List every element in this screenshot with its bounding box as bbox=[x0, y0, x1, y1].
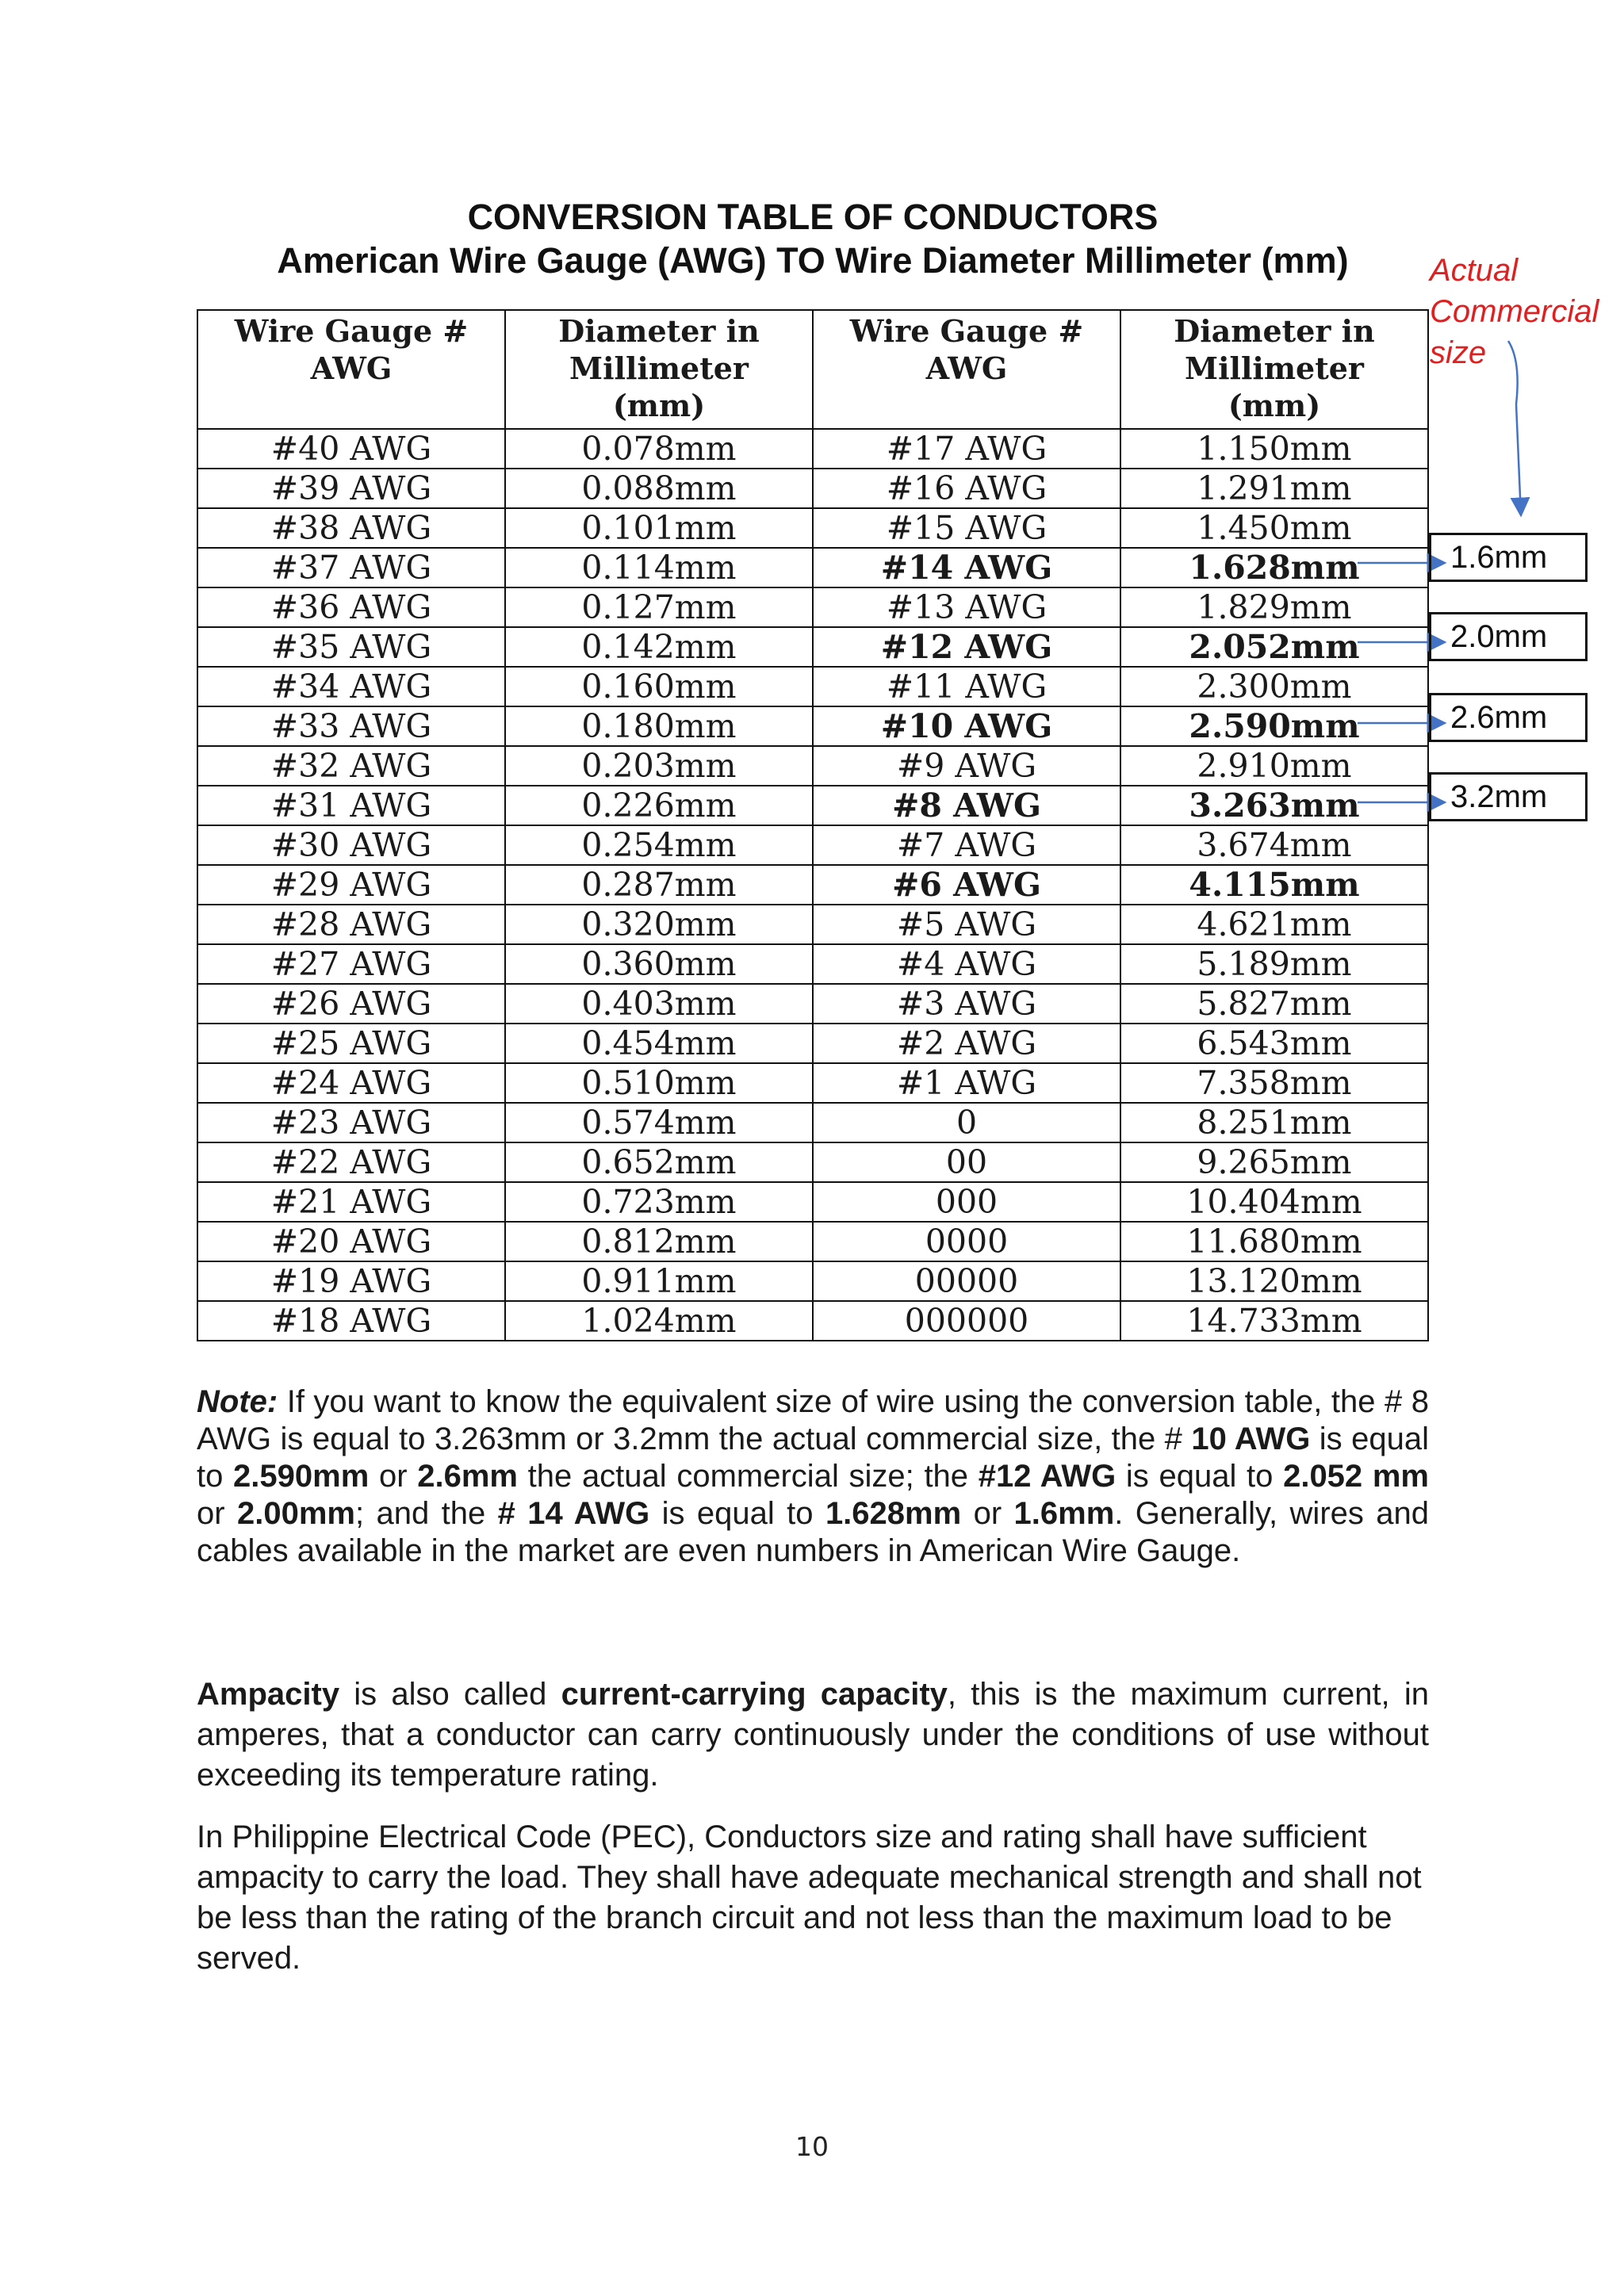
column-header: Wire Gauge # AWG bbox=[813, 310, 1120, 429]
text-run: or bbox=[369, 1459, 418, 1494]
table-cell: 9.265mm bbox=[1120, 1142, 1428, 1182]
table-cell: 2.300mm bbox=[1120, 667, 1428, 706]
table-cell: #6 AWG bbox=[813, 865, 1120, 905]
table-cell: 0.088mm bbox=[505, 469, 813, 508]
table-cell: #13 AWG bbox=[813, 587, 1120, 627]
text-run: 2.6mm bbox=[417, 1459, 518, 1494]
table-cell: 0.101mm bbox=[505, 508, 813, 548]
table-cell: #4 AWG bbox=[813, 944, 1120, 984]
column-header: Diameter in Millimeter (mm) bbox=[1120, 310, 1428, 429]
text-run: . Generally, wires and cables available in the market are even numbers in American Wire Gauge. bbox=[197, 1496, 1430, 1568]
column-header: Diameter in Millimeter (mm) bbox=[505, 310, 813, 429]
text-run: 1.628mm bbox=[825, 1496, 962, 1531]
note-paragraph bbox=[197, 1383, 1429, 1570]
text-run: 1.6mm bbox=[1013, 1496, 1115, 1531]
column-header: Wire Gauge # AWG bbox=[197, 310, 505, 429]
table-cell: #31 AWG bbox=[197, 786, 505, 825]
table-cell: 1.829mm bbox=[1120, 587, 1428, 627]
table-cell: #30 AWG bbox=[197, 825, 505, 865]
table-cell: #8 AWG bbox=[813, 786, 1120, 825]
table-cell: #39 AWG bbox=[197, 469, 505, 508]
table-cell: #32 AWG bbox=[197, 746, 505, 786]
table-cell: #38 AWG bbox=[197, 508, 505, 548]
table-cell: #25 AWG bbox=[197, 1024, 505, 1063]
table-cell: 000 bbox=[813, 1182, 1120, 1222]
table-cell: #29 AWG bbox=[197, 865, 505, 905]
text-run: If you want to know the equivalent size of wire using the conversion table, the # 8 AWG is equal to 3.263mm or 3.2mm the actual commercial size, the # bbox=[197, 1384, 1429, 1456]
table-cell: 5.189mm bbox=[1120, 944, 1428, 984]
table-cell: 1.150mm bbox=[1120, 429, 1428, 469]
text-run: 10 AWG bbox=[1191, 1422, 1311, 1456]
table-cell: #27 AWG bbox=[197, 944, 505, 984]
table-cell: 1.628mm bbox=[1120, 548, 1428, 587]
table-cell: #34 AWG bbox=[197, 667, 505, 706]
table-cell: 0.203mm bbox=[505, 746, 813, 786]
table-cell: 0.723mm bbox=[505, 1182, 813, 1222]
table-cell: #22 AWG bbox=[197, 1142, 505, 1182]
table-cell: 0.360mm bbox=[505, 944, 813, 984]
table-cell: #12 AWG bbox=[813, 627, 1120, 667]
table-cell: 11.680mm bbox=[1120, 1222, 1428, 1261]
table-cell: #20 AWG bbox=[197, 1222, 505, 1261]
table-cell: #16 AWG bbox=[813, 469, 1120, 508]
table-cell: #19 AWG bbox=[197, 1261, 505, 1301]
table-cell: #14 AWG bbox=[813, 548, 1120, 587]
table-cell: 14.733mm bbox=[1120, 1301, 1428, 1341]
text-run: or bbox=[961, 1496, 1014, 1531]
table-cell: #23 AWG bbox=[197, 1103, 505, 1142]
actual-commercial-size-label: Actual Commercial size bbox=[1430, 253, 1599, 370]
table-cell: 000000 bbox=[813, 1301, 1120, 1341]
page-number: 10 bbox=[795, 2131, 829, 2162]
text-run: is equal to bbox=[197, 1422, 1429, 1494]
table-cell: #11 AWG bbox=[813, 667, 1120, 706]
ampacity-paragraph bbox=[197, 1674, 1429, 1796]
table-cell: 3.263mm bbox=[1120, 786, 1428, 825]
table-cell: 0.403mm bbox=[505, 984, 813, 1024]
table-cell: #37 AWG bbox=[197, 548, 505, 587]
table-cell: #36 AWG bbox=[197, 587, 505, 627]
page-subtitle: American Wire Gauge (AWG) TO Wire Diameter Millimeter (mm) bbox=[277, 240, 1349, 281]
table-cell: 0.812mm bbox=[505, 1222, 813, 1261]
label-pointer-arrow bbox=[1508, 341, 1521, 515]
text-run: 2.00mm bbox=[236, 1496, 355, 1531]
size-box-1-6mm: 1.6mm bbox=[1429, 533, 1588, 582]
text-run: Ampacity bbox=[197, 1677, 340, 1712]
text-run: , this is the maximum current, in amperes, that a conductor can carry continuously under the conditions of use without exceeding its temperature rating. bbox=[197, 1677, 1430, 1793]
table-cell: #3 AWG bbox=[813, 984, 1120, 1024]
table-cell: 0.287mm bbox=[505, 865, 813, 905]
table-cell: 0.180mm bbox=[505, 706, 813, 746]
table-cell: 0.226mm bbox=[505, 786, 813, 825]
table-cell: #1 AWG bbox=[813, 1063, 1120, 1103]
table-cell: 0000 bbox=[813, 1222, 1120, 1261]
table-cell: 13.120mm bbox=[1120, 1261, 1428, 1301]
text-run: #12 AWG bbox=[978, 1459, 1116, 1494]
table-cell: #5 AWG bbox=[813, 905, 1120, 944]
table-cell: 1.291mm bbox=[1120, 469, 1428, 508]
text-run: is also called bbox=[339, 1677, 561, 1712]
page-title: CONVERSION TABLE OF CONDUCTORS bbox=[467, 197, 1159, 237]
table-cell: #21 AWG bbox=[197, 1182, 505, 1222]
text-run: current-carrying capacity bbox=[561, 1677, 948, 1712]
table-cell: 0 bbox=[813, 1103, 1120, 1142]
text-run: 2.590mm bbox=[233, 1459, 370, 1494]
table-cell: 00000 bbox=[813, 1261, 1120, 1301]
text-run: the actual commercial size; the bbox=[517, 1459, 979, 1494]
table-cell: #40 AWG bbox=[197, 429, 505, 469]
table-cell: 1.024mm bbox=[505, 1301, 813, 1341]
table-cell: 0.127mm bbox=[505, 587, 813, 627]
table-cell: 0.142mm bbox=[505, 627, 813, 667]
size-box-3-2mm: 3.2mm bbox=[1429, 772, 1588, 821]
table-cell: 2.590mm bbox=[1120, 706, 1428, 746]
table-cell: 7.358mm bbox=[1120, 1063, 1428, 1103]
table-cell: 0.652mm bbox=[505, 1142, 813, 1182]
table-cell: 0.454mm bbox=[505, 1024, 813, 1063]
table-cell: #10 AWG bbox=[813, 706, 1120, 746]
table-cell: 2.052mm bbox=[1120, 627, 1428, 667]
table-cell: 6.543mm bbox=[1120, 1024, 1428, 1063]
table-cell: 5.827mm bbox=[1120, 984, 1428, 1024]
text-run: # 14 AWG bbox=[497, 1496, 650, 1531]
pec-paragraph: In Philippine Electrical Code (PEC), Conductors size and rating shall have sufficient ampacity to carry the load. They shall have adequate mechanical strength and shall not be less than the rating of the branch circuit and not less than the maximum load to be served. bbox=[197, 1820, 1422, 1976]
table-cell: #9 AWG bbox=[813, 746, 1120, 786]
table-cell: #33 AWG bbox=[197, 706, 505, 746]
table-cell: #28 AWG bbox=[197, 905, 505, 944]
table-cell: 0.911mm bbox=[505, 1261, 813, 1301]
table-cell: 0.510mm bbox=[505, 1063, 813, 1103]
size-box-2-6mm: 2.6mm bbox=[1429, 693, 1588, 742]
table-cell: #17 AWG bbox=[813, 429, 1120, 469]
table-cell: 0.574mm bbox=[505, 1103, 813, 1142]
table-cell: #7 AWG bbox=[813, 825, 1120, 865]
table-cell: 3.674mm bbox=[1120, 825, 1428, 865]
text-run: is equal to bbox=[649, 1496, 825, 1531]
table-cell: 10.404mm bbox=[1120, 1182, 1428, 1222]
text-run: is equal to bbox=[1116, 1459, 1284, 1494]
table-cell: 1.450mm bbox=[1120, 508, 1428, 548]
text-run: or bbox=[197, 1496, 237, 1531]
table-cell: 0.114mm bbox=[505, 548, 813, 587]
table-cell: #2 AWG bbox=[813, 1024, 1120, 1063]
text-run: Note: bbox=[197, 1384, 278, 1419]
table-cell: #26 AWG bbox=[197, 984, 505, 1024]
table-cell: 0.320mm bbox=[505, 905, 813, 944]
table-cell: 2.910mm bbox=[1120, 746, 1428, 786]
table-cell: 0.160mm bbox=[505, 667, 813, 706]
table-cell: #35 AWG bbox=[197, 627, 505, 667]
table-cell: 0.078mm bbox=[505, 429, 813, 469]
table-cell: #18 AWG bbox=[197, 1301, 505, 1341]
table-cell: 8.251mm bbox=[1120, 1103, 1428, 1142]
text-run: ; and the bbox=[354, 1496, 498, 1531]
table-cell: 0.254mm bbox=[505, 825, 813, 865]
size-box-2-0mm: 2.0mm bbox=[1429, 612, 1588, 661]
table-cell: 4.621mm bbox=[1120, 905, 1428, 944]
table-cell: 00 bbox=[813, 1142, 1120, 1182]
table-cell: #15 AWG bbox=[813, 508, 1120, 548]
table-cell: #24 AWG bbox=[197, 1063, 505, 1103]
table-cell: 4.115mm bbox=[1120, 865, 1428, 905]
text-run: 2.052 mm bbox=[1283, 1459, 1429, 1494]
